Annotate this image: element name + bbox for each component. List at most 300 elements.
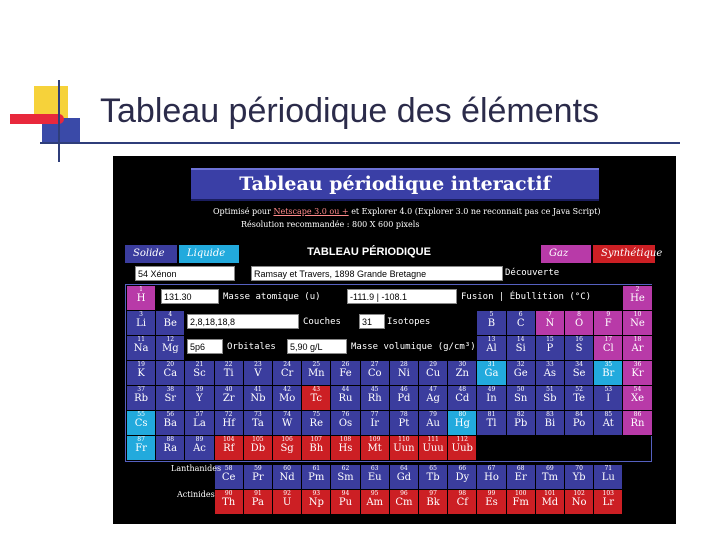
element-cell-y[interactable] bbox=[184, 385, 214, 411]
element-cell-sr[interactable] bbox=[155, 385, 185, 411]
element-symbol: Nd bbox=[279, 472, 295, 483]
atomic-number: 93 bbox=[312, 490, 321, 497]
atomic-number: 103 bbox=[602, 490, 614, 497]
atomic-number: 76 bbox=[341, 411, 350, 418]
atomic-number: 94 bbox=[341, 490, 350, 497]
element-cell-uuu[interactable] bbox=[418, 435, 448, 461]
atomic-number: 97 bbox=[429, 490, 437, 497]
element-symbol: Y bbox=[196, 393, 203, 404]
element-symbol: Ta bbox=[251, 418, 264, 429]
atomic-mass-label: Masse atomique (u) bbox=[223, 292, 321, 302]
atomic-number: 111 bbox=[427, 436, 439, 443]
atomic-number: 31 bbox=[487, 361, 496, 368]
element-symbol: Br bbox=[602, 368, 615, 379]
element-symbol: V bbox=[254, 368, 262, 379]
element-cell-co[interactable] bbox=[360, 360, 390, 386]
element-cell-sb[interactable] bbox=[535, 385, 565, 411]
element-symbol: Po bbox=[572, 418, 586, 429]
atomic-number: 83 bbox=[546, 411, 554, 418]
element-cell-ta[interactable] bbox=[243, 410, 273, 436]
element-cell-te[interactable] bbox=[564, 385, 594, 411]
element-symbol: Tl bbox=[486, 418, 497, 429]
atomic-number: 80 bbox=[458, 411, 467, 418]
element-symbol: Lr bbox=[602, 497, 614, 508]
atomic-number: 74 bbox=[283, 411, 291, 418]
atomic-number: 54 bbox=[633, 386, 642, 393]
atomic-number: 82 bbox=[516, 411, 525, 418]
element-symbol: At bbox=[602, 418, 614, 429]
atomic-number: 5 bbox=[489, 311, 494, 318]
netscape-link[interactable]: Netscape 3.0 ou + bbox=[273, 207, 349, 216]
element-cell-pr[interactable] bbox=[243, 464, 273, 490]
atomic-number: 17 bbox=[604, 336, 613, 343]
element-cell-po[interactable] bbox=[564, 410, 594, 436]
element-symbol: Li bbox=[136, 318, 147, 329]
element-symbol: Zr bbox=[222, 393, 235, 404]
element-cell-cr[interactable] bbox=[272, 360, 302, 386]
compat-note-suffix: et Explorer 4.0 (Explorer 3.0 ne reconnait pas ce Java Script) bbox=[351, 207, 601, 216]
atomic-number: 16 bbox=[575, 336, 583, 343]
element-symbol: Mo bbox=[278, 393, 296, 404]
element-symbol: Zn bbox=[455, 368, 469, 379]
atomic-number: 85 bbox=[604, 411, 613, 418]
element-cell-w[interactable] bbox=[272, 410, 302, 436]
element-symbol: F bbox=[604, 318, 612, 329]
element-symbol: O bbox=[574, 318, 584, 329]
element-cell-am[interactable] bbox=[360, 489, 390, 515]
atomic-number: 29 bbox=[429, 361, 437, 368]
atomic-number: 67 bbox=[487, 465, 496, 472]
atomic-number: 46 bbox=[400, 386, 408, 393]
element-cell-cu[interactable] bbox=[418, 360, 448, 386]
element-cell-sm[interactable] bbox=[330, 464, 360, 490]
element-symbol: Pm bbox=[308, 472, 325, 483]
element-cell-ho[interactable] bbox=[476, 464, 506, 490]
atomic-number: 50 bbox=[516, 386, 525, 393]
atomic-number: 68 bbox=[516, 465, 525, 472]
element-cell-v[interactable] bbox=[243, 360, 273, 386]
element-cell-pt[interactable] bbox=[389, 410, 419, 436]
element-cell-es[interactable] bbox=[476, 489, 506, 515]
atomic-number: 30 bbox=[458, 361, 467, 368]
element-cell-cs[interactable] bbox=[126, 410, 156, 436]
atomic-number: 71 bbox=[604, 465, 613, 472]
atomic-number: 58 bbox=[224, 465, 233, 472]
element-symbol: N bbox=[545, 318, 555, 329]
atomic-number: 87 bbox=[137, 436, 145, 443]
element-symbol: P bbox=[546, 343, 554, 354]
atomic-number: 66 bbox=[458, 465, 467, 472]
element-symbol: C bbox=[516, 318, 525, 329]
element-cell-mo[interactable] bbox=[272, 385, 302, 411]
atomic-number: 15 bbox=[546, 336, 554, 343]
element-cell-au[interactable] bbox=[418, 410, 448, 436]
element-symbol: Fe bbox=[339, 368, 352, 379]
table-heading: TABLEAU PÉRIODIQUE bbox=[307, 246, 431, 258]
element-cell-o[interactable] bbox=[564, 310, 594, 336]
element-symbol: Sn bbox=[514, 393, 528, 404]
element-symbol: Ce bbox=[221, 472, 236, 483]
atomic-number: 25 bbox=[312, 361, 321, 368]
atomic-number: 43 bbox=[312, 386, 321, 393]
element-cell-nd[interactable] bbox=[272, 464, 302, 490]
element-cell-mn[interactable] bbox=[301, 360, 331, 386]
atomic-number: 96 bbox=[400, 490, 408, 497]
atomic-number: 65 bbox=[429, 465, 437, 472]
element-symbol: Cr bbox=[280, 368, 294, 379]
element-symbol: Sr bbox=[164, 393, 177, 404]
element-symbol: No bbox=[571, 497, 587, 508]
element-symbol: K bbox=[137, 368, 145, 379]
element-cell-bk[interactable] bbox=[418, 489, 448, 515]
atomic-number: 27 bbox=[370, 361, 379, 368]
slide-title: Tableau périodique des éléments bbox=[100, 92, 600, 130]
element-symbol: Am bbox=[366, 497, 384, 508]
element-cell-ti[interactable] bbox=[214, 360, 244, 386]
element-symbol: H bbox=[136, 293, 146, 304]
element-cell-pb[interactable] bbox=[506, 410, 536, 436]
element-cell-re[interactable] bbox=[301, 410, 331, 436]
element-symbol: Db bbox=[250, 443, 266, 454]
element-cell-fe[interactable] bbox=[330, 360, 360, 386]
element-cell-db[interactable] bbox=[243, 435, 273, 461]
atomic-number: 9 bbox=[606, 311, 611, 318]
element-cell-rh[interactable] bbox=[360, 385, 390, 411]
atomic-number: 59 bbox=[254, 465, 262, 472]
element-symbol: Sc bbox=[193, 368, 206, 379]
element-symbol: Lu bbox=[601, 472, 615, 483]
element-cell-br[interactable] bbox=[593, 360, 623, 386]
atomic-number: 32 bbox=[516, 361, 525, 368]
element-cell-ba[interactable] bbox=[155, 410, 185, 436]
element-name-field[interactable]: 54 Xénon bbox=[135, 266, 235, 281]
atomic-number: 92 bbox=[283, 490, 291, 497]
atomic-number: 69 bbox=[546, 465, 554, 472]
element-cell-hg[interactable] bbox=[447, 410, 477, 436]
element-cell-as[interactable] bbox=[535, 360, 565, 386]
element-cell-ne[interactable] bbox=[622, 310, 652, 336]
atomic-number: 2 bbox=[635, 286, 640, 293]
element-cell-mg[interactable] bbox=[155, 335, 185, 361]
element-cell-b[interactable] bbox=[476, 310, 506, 336]
element-symbol: Te bbox=[573, 393, 585, 404]
element-cell-sg[interactable] bbox=[272, 435, 302, 461]
element-symbol: Bk bbox=[426, 497, 440, 508]
atomic-number: 63 bbox=[370, 465, 379, 472]
atomic-number: 14 bbox=[516, 336, 525, 343]
element-cell-md[interactable] bbox=[535, 489, 565, 515]
atomic-number: 19 bbox=[137, 361, 145, 368]
element-cell-ni[interactable] bbox=[389, 360, 419, 386]
element-cell-zr[interactable] bbox=[214, 385, 244, 411]
element-cell-os[interactable] bbox=[330, 410, 360, 436]
discovery-field[interactable]: Ramsay et Travers, 1898 Grande Bretagne bbox=[251, 266, 503, 281]
element-cell-rn[interactable] bbox=[622, 410, 652, 436]
atomic-number: 90 bbox=[224, 490, 233, 497]
atomic-number: 72 bbox=[224, 411, 233, 418]
element-symbol: Gd bbox=[396, 472, 412, 483]
element-cell-la[interactable] bbox=[184, 410, 214, 436]
element-symbol: Ru bbox=[338, 393, 353, 404]
element-cell-rb[interactable] bbox=[126, 385, 156, 411]
element-cell-er[interactable] bbox=[506, 464, 536, 490]
atomic-number: 36 bbox=[633, 361, 642, 368]
decor-vertical-line bbox=[58, 80, 60, 162]
element-symbol: Ti bbox=[223, 368, 234, 379]
element-symbol: Pu bbox=[338, 497, 353, 508]
element-cell-hf[interactable] bbox=[214, 410, 244, 436]
element-symbol: Tb bbox=[426, 472, 440, 483]
layers-field[interactable]: 2,8,18,18,8 bbox=[187, 314, 299, 329]
atomic-number: 107 bbox=[310, 436, 322, 443]
element-symbol: Cs bbox=[134, 418, 148, 429]
element-symbol: Np bbox=[308, 497, 324, 508]
element-symbol: Cd bbox=[455, 393, 470, 404]
element-cell-pa[interactable] bbox=[243, 489, 273, 515]
element-symbol: Tc bbox=[310, 393, 323, 404]
element-symbol: Fm bbox=[512, 497, 529, 508]
atomic-number: 21 bbox=[195, 361, 204, 368]
element-symbol: Fr bbox=[135, 443, 147, 454]
element-cell-al[interactable] bbox=[476, 335, 506, 361]
element-cell-li[interactable] bbox=[126, 310, 156, 336]
element-symbol: Uuu bbox=[422, 443, 444, 454]
element-cell-pu[interactable] bbox=[330, 489, 360, 515]
atomic-number: 47 bbox=[429, 386, 437, 393]
atomic-number: 108 bbox=[339, 436, 352, 443]
element-symbol: Bh bbox=[309, 443, 324, 454]
element-cell-s[interactable] bbox=[564, 335, 594, 361]
element-symbol: Mt bbox=[367, 443, 382, 454]
periodic-table-screenshot bbox=[113, 156, 676, 524]
atomic-number: 79 bbox=[429, 411, 437, 418]
atomic-number: 75 bbox=[312, 411, 321, 418]
atomic-number: 1 bbox=[139, 286, 143, 293]
atomic-number: 20 bbox=[166, 361, 175, 368]
atomic-number: 10 bbox=[633, 311, 642, 318]
resolution-note: Résolution recommandée : 800 X 600 pixels bbox=[241, 220, 420, 229]
element-cell-se[interactable] bbox=[564, 360, 594, 386]
element-cell-bh[interactable] bbox=[301, 435, 331, 461]
element-cell-cd[interactable] bbox=[447, 385, 477, 411]
element-cell-ag[interactable] bbox=[418, 385, 448, 411]
atomic-number: 37 bbox=[137, 386, 145, 393]
title-rule bbox=[40, 142, 680, 144]
element-cell-ru[interactable] bbox=[330, 385, 360, 411]
element-symbol: Ne bbox=[630, 318, 645, 329]
element-symbol: Al bbox=[486, 343, 497, 354]
element-cell-uub[interactable] bbox=[447, 435, 477, 461]
atomic-number: 49 bbox=[487, 386, 496, 393]
element-cell-tb[interactable] bbox=[418, 464, 448, 490]
element-cell-mt[interactable] bbox=[360, 435, 390, 461]
element-cell-ca[interactable] bbox=[155, 360, 185, 386]
atomic-number: 86 bbox=[633, 411, 642, 418]
atomic-number: 24 bbox=[283, 361, 291, 368]
element-symbol: Ra bbox=[163, 443, 178, 454]
element-cell-rf[interactable] bbox=[214, 435, 244, 461]
isotopes-field[interactable]: 31 bbox=[359, 314, 385, 329]
atomic-number: 23 bbox=[254, 361, 262, 368]
atomic-number: 48 bbox=[458, 386, 467, 393]
element-symbol: Mn bbox=[307, 368, 325, 379]
element-cell-ga[interactable] bbox=[476, 360, 506, 386]
atomic-number: 57 bbox=[195, 411, 204, 418]
element-symbol: I bbox=[606, 393, 611, 404]
discovery-label: Découverte bbox=[505, 268, 560, 278]
element-cell-ra[interactable] bbox=[155, 435, 185, 461]
atomic-number: 70 bbox=[575, 465, 583, 472]
element-symbol: Pa bbox=[251, 497, 265, 508]
atomic-number: 7 bbox=[547, 311, 552, 318]
element-symbol: Re bbox=[309, 418, 323, 429]
element-cell-np[interactable] bbox=[301, 489, 331, 515]
element-symbol: Yb bbox=[572, 472, 586, 483]
element-cell-in[interactable] bbox=[476, 385, 506, 411]
element-cell-yb[interactable] bbox=[564, 464, 594, 490]
element-cell-cl[interactable] bbox=[593, 335, 623, 361]
element-symbol: Ca bbox=[163, 368, 178, 379]
orbitals-field[interactable]: 5p6 bbox=[187, 339, 223, 354]
element-cell-fm[interactable] bbox=[506, 489, 536, 515]
atomic-number: 4 bbox=[168, 311, 173, 318]
element-symbol: Cm bbox=[395, 497, 413, 508]
element-cell-at[interactable] bbox=[593, 410, 623, 436]
element-symbol: He bbox=[630, 293, 645, 304]
element-cell-sc[interactable] bbox=[184, 360, 214, 386]
element-symbol: Au bbox=[426, 418, 440, 429]
element-cell-fr[interactable] bbox=[126, 435, 156, 461]
element-symbol: Se bbox=[572, 368, 586, 379]
atomic-number: 102 bbox=[573, 490, 585, 497]
actinides-label: Actinides bbox=[177, 490, 215, 499]
element-cell-u[interactable] bbox=[272, 489, 302, 515]
atomic-number: 60 bbox=[283, 465, 291, 472]
element-cell-lr[interactable] bbox=[593, 489, 623, 515]
element-cell-lu[interactable] bbox=[593, 464, 623, 490]
element-symbol: Pb bbox=[514, 418, 528, 429]
atomic-number: 53 bbox=[604, 386, 613, 393]
element-symbol: Ag bbox=[426, 393, 440, 404]
element-cell-k[interactable] bbox=[126, 360, 156, 386]
element-cell-p[interactable] bbox=[535, 335, 565, 361]
app-banner-title: Tableau périodique interactif bbox=[191, 168, 599, 201]
element-cell-cf[interactable] bbox=[447, 489, 477, 515]
element-cell-no[interactable] bbox=[564, 489, 594, 515]
element-cell-he[interactable] bbox=[622, 285, 652, 311]
atomic-number: 81 bbox=[487, 411, 496, 418]
atomic-number: 22 bbox=[224, 361, 233, 368]
atomic-mass-field[interactable]: 131.30 bbox=[161, 289, 219, 304]
atomic-number: 112 bbox=[456, 436, 468, 443]
atomic-number: 73 bbox=[254, 411, 262, 418]
element-symbol: Be bbox=[163, 318, 177, 329]
element-symbol: Hf bbox=[222, 418, 235, 429]
element-cell-tc[interactable] bbox=[301, 385, 331, 411]
atomic-number: 77 bbox=[370, 411, 379, 418]
element-symbol: Cl bbox=[602, 343, 614, 354]
element-symbol: S bbox=[575, 343, 583, 354]
element-cell-si[interactable] bbox=[506, 335, 536, 361]
element-symbol: Ge bbox=[513, 368, 528, 379]
element-cell-na[interactable] bbox=[126, 335, 156, 361]
element-cell-dy[interactable] bbox=[447, 464, 477, 490]
element-cell-kr[interactable] bbox=[622, 360, 652, 386]
atomic-number: 39 bbox=[195, 386, 204, 393]
element-cell-ac[interactable] bbox=[184, 435, 214, 461]
atomic-number: 61 bbox=[312, 465, 321, 472]
element-cell-ge[interactable] bbox=[506, 360, 536, 386]
fusion-field[interactable]: -111.9 | -108.1 bbox=[347, 289, 457, 304]
element-cell-tm[interactable] bbox=[535, 464, 565, 490]
element-cell-be[interactable] bbox=[155, 310, 185, 336]
element-cell-th[interactable] bbox=[214, 489, 244, 515]
atomic-number: 99 bbox=[487, 490, 496, 497]
element-cell-h[interactable] bbox=[126, 285, 156, 311]
element-cell-tl[interactable] bbox=[476, 410, 506, 436]
element-cell-n[interactable] bbox=[535, 310, 565, 336]
atomic-number: 100 bbox=[514, 490, 527, 497]
element-symbol: Na bbox=[133, 343, 149, 354]
element-cell-ar[interactable] bbox=[622, 335, 652, 361]
element-symbol: In bbox=[486, 393, 497, 404]
element-symbol: Cf bbox=[456, 497, 468, 508]
element-symbol: U bbox=[282, 497, 292, 508]
legend-liquide: Liquide bbox=[179, 245, 239, 263]
fusion-label: Fusion | Ébullition (°C) bbox=[461, 292, 592, 302]
element-cell-zn[interactable] bbox=[447, 360, 477, 386]
element-cell-pd[interactable] bbox=[389, 385, 419, 411]
element-cell-ir[interactable] bbox=[360, 410, 390, 436]
element-cell-eu[interactable] bbox=[360, 464, 390, 490]
element-cell-nb[interactable] bbox=[243, 385, 273, 411]
element-cell-c[interactable] bbox=[506, 310, 536, 336]
legend-gaz: Gaz bbox=[541, 245, 591, 263]
element-cell-uun[interactable] bbox=[389, 435, 419, 461]
element-cell-pm[interactable] bbox=[301, 464, 331, 490]
element-symbol: Ni bbox=[397, 368, 410, 379]
element-cell-hs[interactable] bbox=[330, 435, 360, 461]
atomic-number: 28 bbox=[400, 361, 408, 368]
atomic-number: 56 bbox=[166, 411, 175, 418]
element-symbol: B bbox=[487, 318, 496, 329]
atomic-number: 89 bbox=[195, 436, 204, 443]
element-cell-i[interactable] bbox=[593, 385, 623, 411]
element-symbol: Pd bbox=[397, 393, 411, 404]
atomic-number: 3 bbox=[139, 311, 143, 318]
atomic-number: 55 bbox=[137, 411, 145, 418]
element-cell-cm[interactable] bbox=[389, 489, 419, 515]
element-cell-bi[interactable] bbox=[535, 410, 565, 436]
element-symbol: Cu bbox=[426, 368, 441, 379]
element-symbol: Ho bbox=[484, 472, 499, 483]
element-cell-f[interactable] bbox=[593, 310, 623, 336]
element-symbol: Ac bbox=[193, 443, 206, 454]
element-cell-gd[interactable] bbox=[389, 464, 419, 490]
element-symbol: Rf bbox=[223, 443, 235, 454]
atomic-number: 42 bbox=[283, 386, 291, 393]
element-symbol: Pt bbox=[398, 418, 410, 429]
element-symbol: Md bbox=[541, 497, 559, 508]
element-cell-sn[interactable] bbox=[506, 385, 536, 411]
atomic-number: 38 bbox=[166, 386, 175, 393]
atomic-number: 51 bbox=[546, 386, 554, 393]
element-cell-xe[interactable] bbox=[622, 385, 652, 411]
atomic-number: 64 bbox=[400, 465, 408, 472]
density-field[interactable]: 5,90 g/L bbox=[287, 339, 347, 354]
density-label: Masse volumique (g/cm³) bbox=[351, 342, 476, 352]
element-symbol: Co bbox=[367, 368, 382, 379]
